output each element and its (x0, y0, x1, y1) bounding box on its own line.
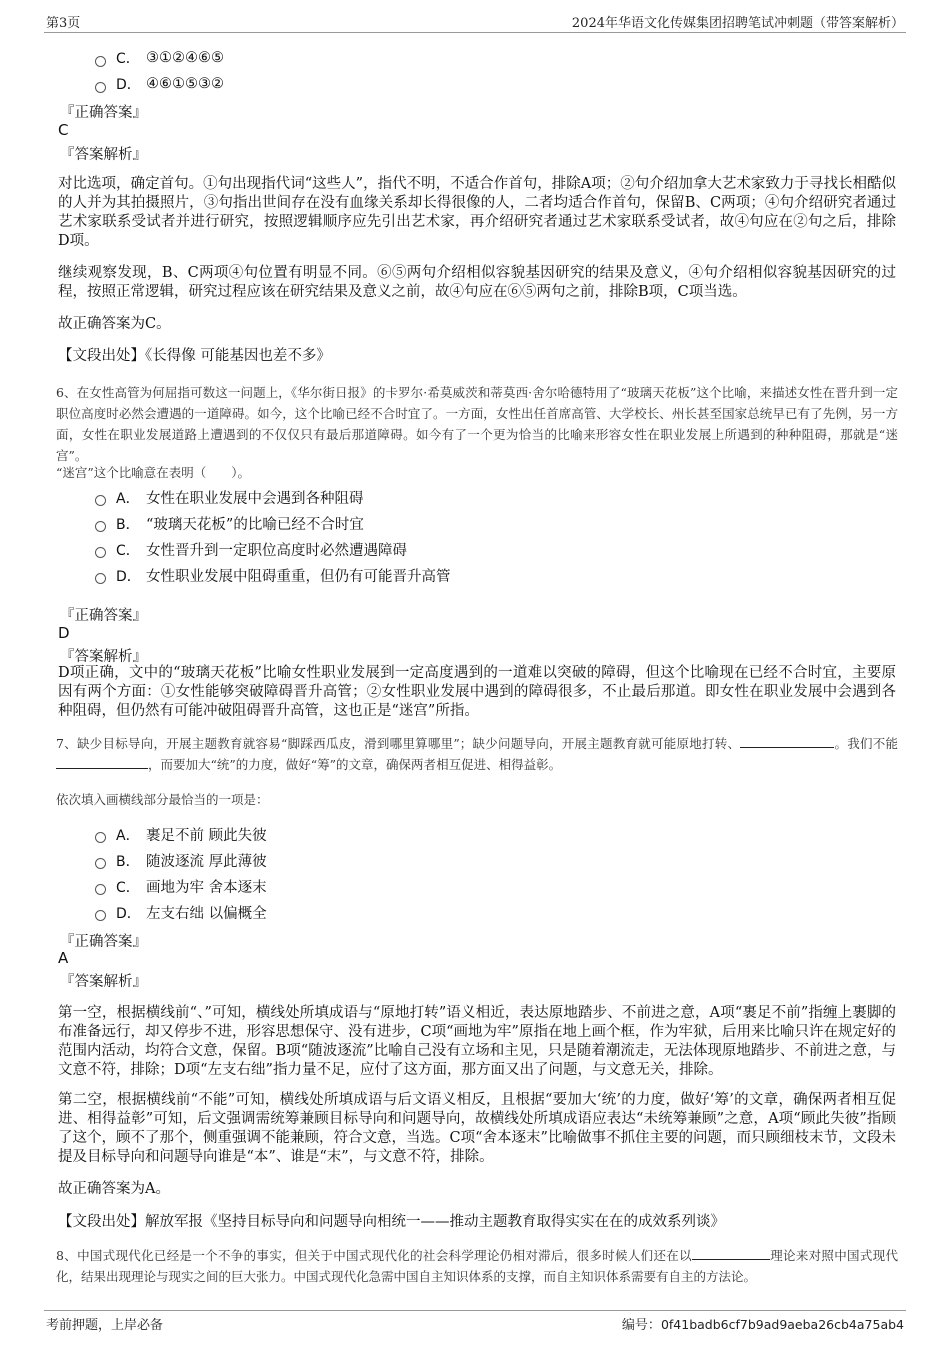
q7-analysis-label: 『答案解析』 (60, 974, 147, 990)
q5-analysis-p3: 故正确答案为C。 (58, 316, 171, 332)
q6-option-c[interactable] (95, 539, 407, 560)
footer-code (622, 1314, 904, 1333)
q7-option-a[interactable] (95, 824, 267, 845)
q7-correct-answer-label: 『正确答案』 (60, 934, 147, 950)
option-text: ④⑥①⑤③② (146, 76, 224, 92)
option-letter: A． (116, 827, 140, 844)
q7-analysis-p2: 第二空，根据横线前“不能”可知，横线处所填成语与后文语义相反，且根据“要加大‘统’的力度，做好‘筹’的文章，确保两者相互促进、相得益彰”可知，后文强调需统筹兼顾目标导向和问题导向，故横线处所填成语应表达“未统筹兼顾”之意，A项“顾此失彼”指顾了这个，顾不了那个，侧重强调不能兼顾，符合文意，当选。C项“舍本逐末”比喻做事不抓住主要的问题，而只顾细枝末节，文段未提及目标导向和问题导向谁是“本”、谁是“末”，与文意不符，排除。 (58, 1092, 896, 1165)
q8-stem-part1: 8、中国式现代化已经是一个不争的事实，但关于中国式现代化的社会科学理论仍相对滞后，很多时候人们还在以 (56, 1248, 692, 1263)
option-letter: D． (116, 77, 141, 93)
option-letter: A． (116, 490, 140, 507)
q5-analysis-label: 『答案解析』 (60, 147, 147, 163)
radio-icon[interactable] (95, 495, 106, 506)
q7-option-c[interactable] (95, 876, 267, 897)
blank-line (692, 1246, 770, 1260)
q5-analysis-p2: 继续观察发现，B、C两项④句位置有明显不同。⑥⑤两句介绍相似容貌基因研究的结果及意义，④句介绍相似容貌基因研究的过程，按照正常逻辑，研究过程应该在研究结果及意义之前，故④句应在⑥⑤两句之前，排除B项，C项当选。 (58, 265, 896, 300)
option-letter: C． (116, 542, 140, 559)
option-text: 女性职业发展中阻碍重重，但仍有可能晋升高管 (146, 569, 451, 585)
q7-question: 依次填入画横线部分最恰当的一项是： (56, 792, 269, 807)
q6-question: “迷宫”这个比喻意在表明（ ）。 (56, 465, 251, 480)
q5-source: 【文段出处】《长得像 可能基因也差不多》 (58, 348, 331, 364)
footer-slogan: 考前押题，上岸必备 (46, 1318, 164, 1333)
q6-analysis-label: 『答案解析』 (60, 649, 147, 665)
q7-analysis-p1: 第一空，根据横线前“、”可知，横线处所填成语与“原地打转”语义相近，表达原地踏步、不前进之意，A项“裹足不前”指缠上裹脚的布准备远行，却又停步不进，形容思想保守、没有进步，C项“画地为牢”原指在地上画个框，作为牢狱，后用来比喻只许在规定好的范围内活动，均符合文意，保留。B项“随波逐流”比喻自己没有立场和主见，只是随着潮流走，无法体现原地踏步、不前进之意，与文意不符，排除；D项“左支右绌”指力量不足，应付了这方面，那方面又出了问题，与文意无关，排除。 (58, 1005, 896, 1078)
footer-divider (44, 1310, 906, 1311)
radio-icon[interactable] (95, 884, 106, 895)
q5-answer: C (58, 121, 69, 139)
radio-icon[interactable] (95, 832, 106, 843)
q5-option-d[interactable] (95, 74, 224, 94)
header-divider (44, 32, 906, 33)
q6-option-b[interactable] (95, 513, 364, 534)
radio-icon[interactable] (95, 521, 106, 532)
q6-stem: 6、在女性高管为何屈指可数这一问题上，《华尔街日报》的卡罗尔·希莫威茨和蒂莫西·舍尔哈德特用了“玻璃天花板”这个比喻，来描述女性在晋升到一定职位高度时必然会遭遇的一道障碍。如今，这个比喻已经不合时宜了。一方面，女性出任首席高管、大学校长、州长甚至国家总统早已有了先例，另一方面，女性在职业发展道路上遭遇到的不仅仅只有最后那道障碍。如今有了一个更为恰当的比喻来形容女性在职业发展上所遇到的种种阻碍，那就是“迷宫”。 (56, 385, 898, 463)
blank-line (740, 734, 834, 748)
q7-analysis-p3: 故正确答案为A。 (58, 1181, 170, 1197)
q8-stem (56, 1245, 898, 1287)
q7-option-d[interactable] (95, 902, 267, 923)
radio-icon[interactable] (95, 858, 106, 869)
option-text: 画地为牢 舍本逐末 (146, 880, 267, 896)
radio-icon[interactable] (95, 573, 106, 584)
blank-line (56, 755, 148, 769)
q6-answer: D (58, 624, 70, 642)
q5-option-c[interactable] (95, 48, 224, 68)
option-text: 女性在职业发展中会遇到各种阻碍 (146, 491, 364, 507)
option-letter: C． (116, 51, 140, 67)
option-text: 女性晋升到一定职位高度时必然遭遇障碍 (146, 543, 407, 559)
footer-code-label: 编号： (621, 1318, 661, 1333)
q6-analysis: D项正确，文中的“玻璃天花板”比喻女性职业发展到一定高度遇到的一道难以突破的障碍，但这个比喻现在已经不合时宜，主要原因有两个方面：①女性能够突破障碍晋升高管；②女性职业发展中遇到的障碍很多，不止最后那道。即女性在职业发展中会遇到各种阻碍，但仍然有可能冲破阻碍晋升高管，这也正是“迷宫”所指。 (58, 665, 896, 719)
document-title: 2024年华语文化传媒集团招聘笔试冲刺题（带答案解析） (571, 16, 904, 31)
q6-option-a[interactable] (95, 487, 364, 508)
option-letter: B． (116, 516, 140, 533)
option-text: 裹足不前 顾此失彼 (146, 828, 267, 844)
q7-answer: A (58, 949, 69, 967)
option-text: 左支右绌 以偏概全 (146, 906, 267, 922)
option-letter: D． (116, 905, 141, 922)
q7-stem (56, 733, 898, 775)
radio-icon[interactable] (95, 910, 106, 921)
page-number: 第3页 (46, 16, 81, 31)
option-letter: D． (116, 568, 141, 585)
q5-correct-answer-label: 『正确答案』 (60, 105, 147, 121)
q7-stem-part3: ，而要加大“统”的力度，做好“筹”的文章，确保两者相互促进、相得益彰。 (148, 757, 562, 772)
option-letter: C． (116, 879, 140, 896)
option-text: ③①②④⑥⑤ (146, 50, 224, 66)
q7-option-b[interactable] (95, 850, 267, 871)
q7-stem-part2: 。我们不能 (834, 736, 898, 751)
radio-icon[interactable] (95, 547, 106, 558)
option-letter: B． (116, 853, 140, 870)
option-text: 随波逐流 厚此薄彼 (146, 854, 267, 870)
q6-option-d[interactable] (95, 565, 451, 586)
q7-source: 【文段出处】解放军报《坚持目标导向和问题导向相统一——推动主题教育取得实实在在的成效系列谈》 (58, 1214, 725, 1230)
option-text: “玻璃天花板”的比喻已经不合时宜 (146, 517, 364, 533)
radio-icon[interactable] (95, 82, 106, 93)
radio-icon[interactable] (95, 56, 106, 67)
q5-analysis-p1: 对比选项，确定首句。①句出现指代词“这些人”，指代不明，不适合作首句，排除A项；②句介绍加拿大艺术家致力于寻找长相酷似的人并为其拍摄照片，③句指出世间存在没有血缘关系却长得很像的人，二者均适合作首句，保留B、C两项；④句介绍研究者通过艺术家联系受试者并进行研究，按照逻辑顺序应先引出艺术家，再介绍研究者通过艺术家联系受试者，故④句应在②句之后，排除D项。 (58, 176, 896, 249)
footer-code-value: 0f41badb6cf7b9ad9aeba26cb4a75ab4 (660, 1317, 904, 1332)
q6-correct-answer-label: 『正确答案』 (60, 608, 147, 624)
q7-stem-part1: 7、缺少目标导向，开展主题教育就容易“脚踩西瓜皮，滑到哪里算哪里”；缺少问题导向，开展主题教育就可能原地打转、 (56, 736, 741, 751)
q8-stem-part2: 理论来对照中国式现代化，结果出现理论与现实之间的巨大张力。中国式现代化急需中国自主知识体系的支撑，而自主知识体系需要有自主的方法论。 (56, 1248, 898, 1284)
